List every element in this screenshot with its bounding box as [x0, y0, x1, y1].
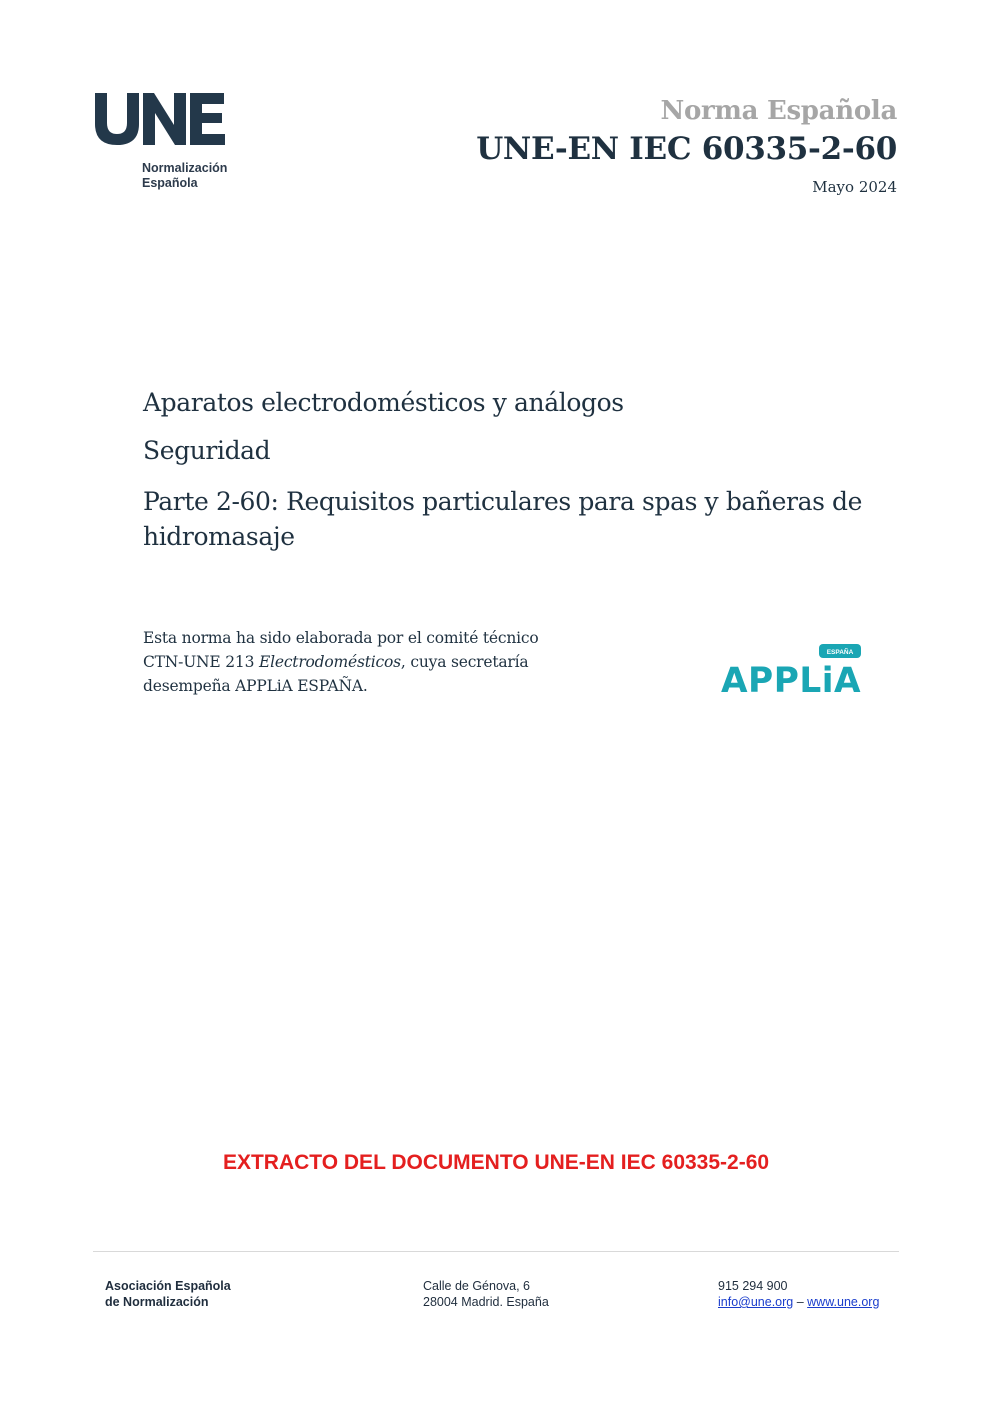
- committee-line-1: Esta norma ha sido elaborada por el comité técnico: [143, 629, 539, 647]
- footer-org-line-2: de Normalización: [105, 1295, 209, 1309]
- footer-address-line-2: 28004 Madrid. España: [423, 1295, 549, 1309]
- footer-phone: 915 294 900: [718, 1279, 788, 1293]
- applia-badge-text: ESPAÑA: [826, 649, 854, 656]
- extract-notice: EXTRACTO DEL DOCUMENTO UNE-EN IEC 60335-2-60: [222, 1151, 770, 1174]
- applia-wordmark: APPLiA: [721, 661, 861, 698]
- committee-code: CTN-UNE 213: [143, 653, 259, 671]
- committee-secretariat: , cuya secretaría: [400, 653, 529, 671]
- applia-logo-mark: [719, 642, 864, 698]
- footer-organization: [105, 1278, 231, 1310]
- title-line-3: Parte 2-60: Requisitos particulares para spas y bañeras de hidromasaje: [143, 487, 863, 551]
- footer-contact: [718, 1278, 879, 1310]
- committee-line-3: desempeña APPLiA ESPAÑA.: [143, 677, 368, 695]
- title-line-2: Seguridad: [143, 436, 271, 465]
- footer-address: [423, 1278, 549, 1310]
- website-link[interactable]: www.une.org: [807, 1295, 880, 1309]
- norma-code: UNE-EN IEC 60335-2-60: [476, 131, 897, 167]
- committee-line-2: [143, 650, 613, 674]
- footer-link-separator: –: [793, 1295, 808, 1309]
- footer-org-line-1: Asociación Española: [105, 1279, 231, 1293]
- email-link[interactable]: info@une.org: [718, 1295, 794, 1309]
- une-subtitle-line2: Española: [142, 176, 198, 190]
- une-subtitle-line1: Normalización: [142, 161, 228, 175]
- norma-date: Mayo 2024: [812, 178, 897, 196]
- committee-paragraph: [143, 626, 613, 698]
- une-logo-mark: [93, 90, 233, 150]
- footer-address-line-1: Calle de Génova, 6: [423, 1279, 531, 1293]
- applia-logo: [719, 642, 864, 698]
- footer-links: [718, 1294, 879, 1310]
- committee-topic: Electrodomésticos: [258, 653, 401, 671]
- title-line-1: Aparatos electrodomésticos y análogos: [143, 388, 624, 417]
- une-logo: [93, 90, 243, 200]
- norma-label: Norma Española: [660, 96, 897, 126]
- footer-divider: [93, 1251, 899, 1252]
